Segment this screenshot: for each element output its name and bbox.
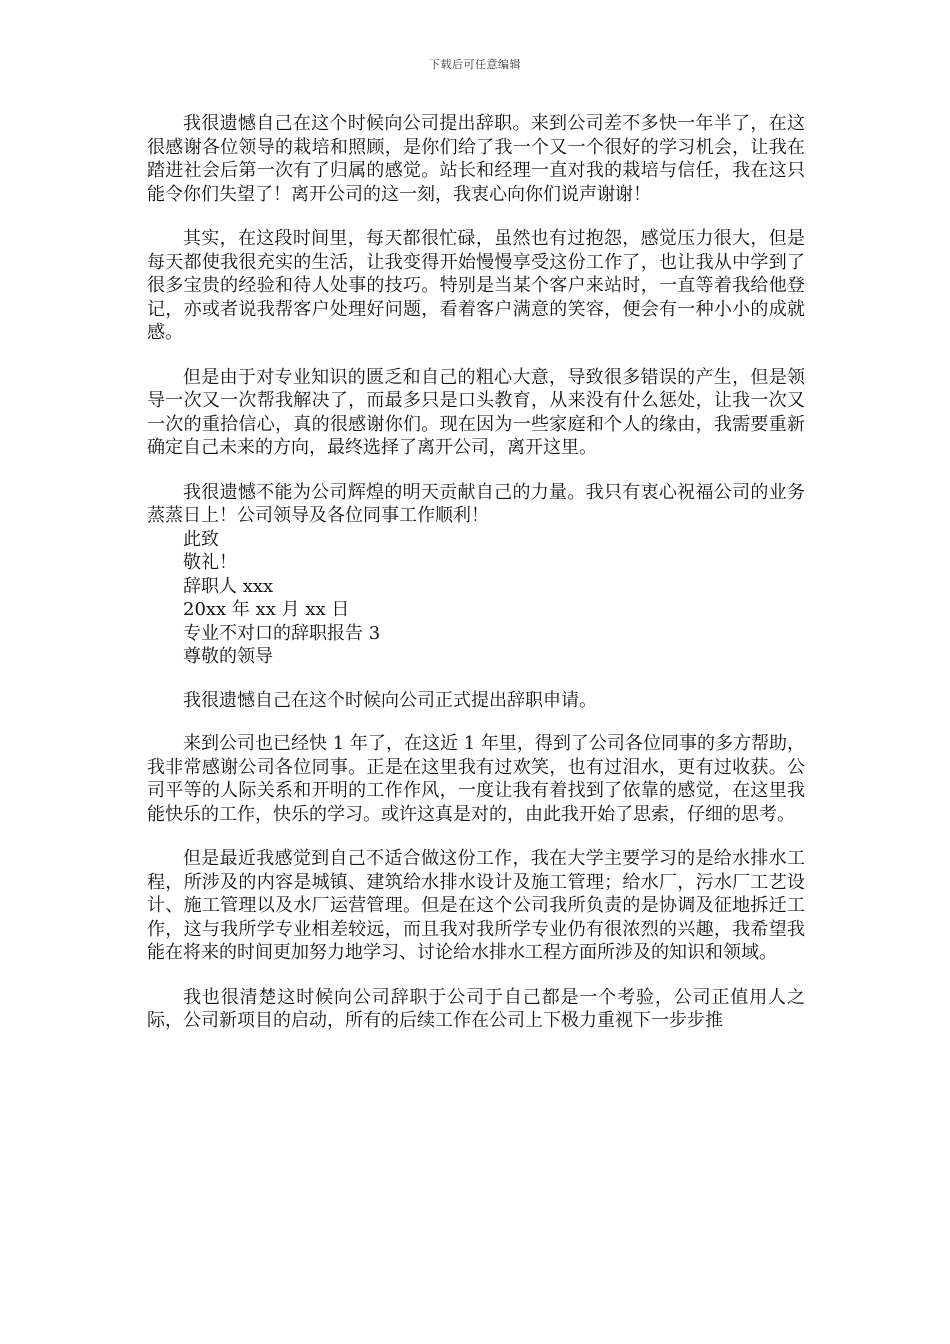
- paragraph-3: 但是由于对专业知识的匮乏和自己的粗心大意，导致很多错误的产生，但是领导一次又一次帮我解决了，而最多只是口头教育，从来没有什么惩处，让我一次又一次的重拾信心，真的很感谢你们。现在因为一些家庭和个人的缘由，我需要重新确定自己未来的方向，最终选择了离开公司，离开这里。: [147, 366, 805, 458]
- paragraph-5: 我很遗憾自己在这个时候向公司正式提出辞职申请。: [183, 689, 597, 711]
- closing-regards: 敬礼！: [183, 552, 237, 573]
- section-title: 专业不对口的辞职报告 3: [183, 622, 381, 644]
- closing-salutation: 此致: [183, 528, 219, 550]
- paragraph-2: 其实，在这段时间里，每天都很忙碌，虽然也有过抱怨，感觉压力很大，但是每天都使我很充实的生活，让我变得开始慢慢享受这份工作了，也让我从中学到了很多宝贵的经验和待人处事的技巧。特别是当某个客户来站时，一直等着我给他登记，亦或者说我帮客户处理好问题，看着客户满意的笑容，便会有一种小小的成就感。: [147, 228, 805, 343]
- salutation: 尊敬的领导: [183, 646, 273, 667]
- paragraph-4: 我很遗憾不能为公司辉煌的明天贡献自己的力量。我只有衷心祝福公司的业务蒸蒸日上！公司领导及各位同事工作顺利！: [147, 481, 805, 526]
- paragraph-1: 我很遗憾自己在这个时候向公司提出辞职。来到公司差不多快一年半了，在这很感谢各位领导的栽培和照顾，是你们给了我一个又一个很好的学习机会，让我在踏进社会后第一次有了归属的感觉。站长和经理一直对我的栽培与信任，我在这只能令你们失望了！离开公司的这一刻，我衷心向你们说声谢谢！: [147, 113, 805, 205]
- paragraph-8: 我也很清楚这时候向公司辞职于公司于自己都是一个考验，公司正值用人之际，公司新项目的启动，所有的后续工作在公司上下极力重视下一步步推: [147, 986, 805, 1031]
- signature: 辞职人 xxx: [183, 575, 274, 597]
- document-body: [147, 112, 805, 1033]
- paragraph-6: 来到公司也已经快 1 年了，在这近 1 年里，得到了公司各位同事的多方帮助，我非常感谢公司各位同事。正是在这里我有过欢笑，也有过泪水，更有过收获。公司平等的人际关系和开明的工作作风，一度让我有着找到了依靠的感觉，在这里我能快乐的工作，快乐的学习。或许这真是对的，由此我开始了思索，仔细的思考。: [147, 733, 805, 825]
- date: 20xx 年 xx 月 xx 日: [183, 599, 350, 620]
- paragraph-7: 但是最近我感觉到自己不适合做这份工作，我在大学主要学习的是给水排水工程，所涉及的内容是城镇、建筑给水排水设计及施工管理；给水厂，污水厂工艺设计、施工管理以及水厂运营管理。但是在这个公司我所负责的是协调及征地拆迁工作，这与我所学专业相差较远，而且我对我所学专业仍有很浓烈的兴趣，我希望我能在将来的时间更加努力地学习、讨论给水排水工程方面所涉及的知识和领域。: [147, 848, 805, 963]
- header-note: 下载后可任意编辑: [429, 58, 521, 71]
